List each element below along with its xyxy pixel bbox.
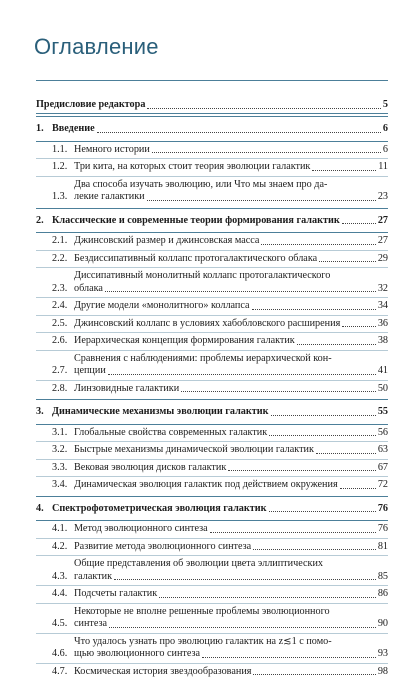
section-number: 4.6. <box>52 648 74 661</box>
chapter-title: Спектрофотометрическая эволюция галактик <box>52 503 267 516</box>
section-number: 4.2. <box>52 541 74 554</box>
chapter-heading[interactable] <box>36 497 388 522</box>
section-title-line1: Сравнения с наблюдениями: проблемы иерархической кон- <box>74 353 388 366</box>
section-title-line1: Диссипативный монолитный коллапс протогалактического <box>74 270 388 283</box>
section-title-line2: щью эволюционного синтеза <box>74 648 200 661</box>
section-page: 81 <box>378 541 388 554</box>
section-number: 2.8. <box>52 383 74 396</box>
section-page: 98 <box>378 666 388 679</box>
section-page: 93 <box>378 648 388 661</box>
toc-section-entry[interactable] <box>36 442 388 460</box>
section-title-line2-wrap <box>74 648 388 661</box>
dot-leader <box>202 657 376 658</box>
section-title-line2: цепции <box>74 365 106 378</box>
section-title: Метод эволюционного синтеза <box>74 523 208 536</box>
dot-leader <box>105 291 376 292</box>
section-title-line2: лекие галактики <box>74 191 145 204</box>
toc-section-entry[interactable] <box>36 142 388 160</box>
section-title: Джинсовский коллапс в условиях хабобловского расширения <box>74 318 340 331</box>
section-page: 23 <box>378 191 388 204</box>
dot-leader <box>342 326 376 327</box>
toc-section-entry[interactable] <box>36 177 388 206</box>
dot-leader <box>297 344 376 345</box>
section-title: Другие модели «монолитного» коллапса <box>74 300 250 313</box>
toc-section-entry[interactable] <box>36 351 388 381</box>
chapter-title: Динамические механизмы эволюции галактик <box>52 406 269 419</box>
section-number: 4.4. <box>52 588 74 601</box>
section-number: 2.3. <box>52 283 74 296</box>
section-title <box>74 353 388 378</box>
chapter-page: 76 <box>378 503 388 516</box>
section-number: 2.2. <box>52 253 74 266</box>
dot-leader <box>269 511 376 512</box>
dot-leader <box>97 132 381 133</box>
dot-leader <box>342 223 376 224</box>
section-title: Три кита, на которых стоит теория эволюции галактик <box>74 161 310 174</box>
dot-leader <box>252 309 376 310</box>
section-page: 41 <box>378 365 388 378</box>
section-title <box>74 636 388 661</box>
section-number: 2.4. <box>52 300 74 313</box>
section-page: 38 <box>378 335 388 348</box>
section-title: Вековая эволюция дисков галактик <box>74 462 226 475</box>
toc-section-entry[interactable] <box>36 159 388 177</box>
section-title-line2-wrap <box>74 618 388 631</box>
toc-section-entry[interactable] <box>36 333 388 351</box>
section-number: 4.5. <box>52 618 74 631</box>
section-number: 2.1. <box>52 235 74 248</box>
section-page: 85 <box>378 571 388 584</box>
section-title: Немного истории <box>74 144 150 157</box>
section-title: Линзовидные галактики <box>74 383 179 396</box>
section-title: Глобальные свойства современных галактик <box>74 427 267 440</box>
page-title: Оглавление <box>34 34 159 60</box>
section-page: 27 <box>378 235 388 248</box>
dot-leader <box>147 200 376 201</box>
dot-leader <box>108 374 376 375</box>
toc-section-entry[interactable] <box>36 425 388 443</box>
preface-page: 5 <box>383 99 388 112</box>
dot-leader <box>159 597 376 598</box>
section-number: 2.6. <box>52 335 74 348</box>
section-title: Подсчеты галактик <box>74 588 157 601</box>
section-title: Динамическая эволюция галактик под действием окружения <box>74 479 338 492</box>
section-number: 4.7. <box>52 666 74 679</box>
section-title <box>74 558 388 583</box>
section-number: 3.2. <box>52 444 74 457</box>
toc-section-entry[interactable] <box>36 539 388 557</box>
section-page: 90 <box>378 618 388 631</box>
preface-label: Предисловие редактора <box>36 99 145 112</box>
chapter-2 <box>36 208 388 398</box>
section-title <box>74 179 388 204</box>
section-title-line2: облака <box>74 283 103 296</box>
chapter-list <box>36 116 388 680</box>
toc-section-entry[interactable] <box>36 381 388 398</box>
chapter-heading[interactable] <box>36 400 388 425</box>
section-page: 56 <box>378 427 388 440</box>
section-page: 32 <box>378 283 388 296</box>
toc-section-entry[interactable] <box>36 268 388 298</box>
section-number: 3.4. <box>52 479 74 492</box>
dot-leader <box>109 627 376 628</box>
section-title-line1: Два способа изучать эволюцию, или Что мы знаем про да- <box>74 179 388 192</box>
dot-leader <box>114 579 376 580</box>
toc-section-entry[interactable] <box>36 521 388 539</box>
chapter-heading[interactable] <box>36 117 388 142</box>
toc-section-entry[interactable] <box>36 298 388 316</box>
section-page: 29 <box>378 253 388 266</box>
toc-section-entry[interactable] <box>36 586 388 604</box>
chapter-number: 2. <box>36 215 52 228</box>
section-number: 1.3. <box>52 191 74 204</box>
section-title-line1: Некоторые не вполне решенные проблемы эволюционного <box>74 606 388 619</box>
toc-section-entry[interactable] <box>36 316 388 334</box>
section-page: 50 <box>378 383 388 396</box>
toc-section-entry[interactable] <box>36 251 388 269</box>
section-number: 2.5. <box>52 318 74 331</box>
section-page: 72 <box>378 479 388 492</box>
section-page: 6 <box>383 144 388 157</box>
dot-leader <box>319 261 376 262</box>
section-number: 3.3. <box>52 462 74 475</box>
chapter-3 <box>36 399 388 494</box>
dot-leader <box>271 415 376 416</box>
toc-section-entry[interactable] <box>36 477 388 494</box>
section-title-line2: синтеза <box>74 618 107 631</box>
chapter-number: 1. <box>36 123 52 136</box>
section-page: 86 <box>378 588 388 601</box>
toc-section-entry[interactable] <box>36 664 388 680</box>
section-title: Иерархическая концепция формирования галактик <box>74 335 295 348</box>
dot-leader <box>253 549 376 550</box>
section-title <box>74 270 388 295</box>
section-title-line1: Что удалось узнать про эволюцию галактик на z≲1 с помо- <box>74 636 388 649</box>
chapter-number: 4. <box>36 503 52 516</box>
section-title-line2-wrap <box>74 191 388 204</box>
section-page: 67 <box>378 462 388 475</box>
chapter-title: Классические и современные теории формирования галактик <box>52 215 340 228</box>
chapter-page: 6 <box>383 123 388 136</box>
chapter-number: 3. <box>36 406 52 419</box>
section-title-line2: галактик <box>74 571 112 584</box>
chapter-page: 27 <box>378 215 388 228</box>
dot-leader <box>261 244 375 245</box>
chapter-heading[interactable] <box>36 209 388 234</box>
section-title: Бездиссипативный коллапс протогалактического облака <box>74 253 317 266</box>
toc-section-entry[interactable] <box>36 460 388 478</box>
preface-entry <box>36 80 388 114</box>
section-page: 34 <box>378 300 388 313</box>
dot-leader <box>210 532 376 533</box>
section-number: 2.7. <box>52 365 74 378</box>
section-title <box>74 606 388 631</box>
chapter-4 <box>36 496 388 680</box>
chapter-page: 55 <box>378 406 388 419</box>
section-title: Джинсовский размер и джинсовская масса <box>74 235 259 248</box>
section-title-line1: Общие представления об эволюции цвета эллиптических <box>74 558 388 571</box>
section-page: 76 <box>378 523 388 536</box>
section-title: Космическая история звездообразования <box>74 666 251 679</box>
section-page: 63 <box>378 444 388 457</box>
section-page: 11 <box>378 161 388 174</box>
toc-section-entry[interactable] <box>36 556 388 586</box>
section-number: 4.1. <box>52 523 74 536</box>
chapter-title: Введение <box>52 123 95 136</box>
section-number: 3.1. <box>52 427 74 440</box>
toc-section-entry[interactable] <box>36 233 388 251</box>
dot-leader <box>312 170 376 171</box>
dot-leader <box>253 674 375 675</box>
section-title: Быстрые механизмы динамической эволюции галактик <box>74 444 314 457</box>
dot-leader <box>228 470 376 471</box>
dot-leader <box>147 108 380 109</box>
section-page: 36 <box>378 318 388 331</box>
section-number: 1.2. <box>52 161 74 174</box>
section-title-line2-wrap <box>74 283 388 296</box>
dot-leader <box>181 391 376 392</box>
dot-leader <box>316 453 376 454</box>
section-title-line2-wrap <box>74 571 388 584</box>
dot-leader <box>269 435 376 436</box>
section-title: Развитие метода эволюционного синтеза <box>74 541 251 554</box>
toc-section-entry[interactable] <box>36 604 388 634</box>
preface-row <box>36 90 388 112</box>
dot-leader <box>340 488 376 489</box>
toc-section-entry[interactable] <box>36 634 388 664</box>
section-number: 1.1. <box>52 144 74 157</box>
dot-leader <box>152 152 381 153</box>
section-number: 4.3. <box>52 571 74 584</box>
chapter-1 <box>36 116 388 206</box>
section-title-line2-wrap <box>74 365 388 378</box>
table-of-contents <box>36 80 388 680</box>
